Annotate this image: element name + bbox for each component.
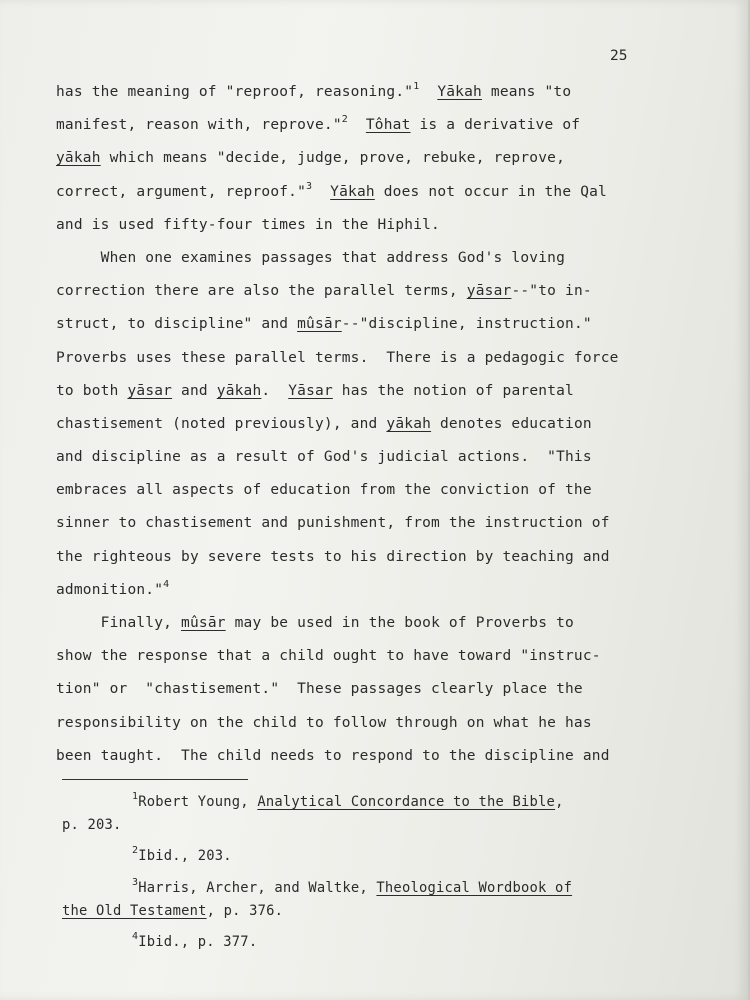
text-run: may be used in the book of Proverbs to (225, 615, 574, 631)
text-run: and (172, 382, 217, 399)
text-line (56, 375, 692, 408)
footnote-number: 4 (132, 931, 139, 942)
text-line (56, 507, 692, 540)
text-run: does not occur in the Qal (374, 183, 607, 200)
underlined-term: Yāsar (288, 382, 333, 399)
text-line (56, 242, 692, 275)
text-run: which means "decide, judge, prove, rebuke, reprove, (100, 150, 566, 167)
underlined-term: Theological Wordbook of (376, 880, 573, 896)
text-run: p. 203. (62, 817, 122, 833)
underlined-term: yāsar (466, 283, 512, 300)
footnote (62, 930, 682, 954)
text-run: and is used fifty-four times in the Hiphil. (56, 216, 440, 233)
text-run: show the response that a child ought to have toward "instruc- (56, 648, 601, 665)
text-run: struct, to discipline" and (56, 316, 298, 333)
underlined-term: Yākah (330, 183, 375, 200)
text-run: has the meaning of "reproof, reasoning." (56, 84, 414, 100)
text-line (56, 308, 692, 341)
footnote-line (62, 790, 682, 814)
text-run: has the notion of parental (332, 382, 574, 399)
text-line (56, 176, 692, 209)
text-run: correct, argument, reproof." (56, 183, 307, 200)
text-run: correction there are also the parallel terms, (56, 283, 467, 300)
footnote-line (62, 900, 682, 922)
text-line (56, 342, 692, 375)
text-line (56, 740, 692, 773)
text-run: responsibility on the child to follow through on what he has (56, 714, 592, 731)
text-run: Finally, (56, 615, 182, 631)
text-run: manifest, reason with, reprove." (56, 117, 342, 134)
page-number: 25 (610, 48, 628, 64)
text-run (419, 84, 437, 100)
text-run: --"to in- (511, 283, 592, 300)
text-line (56, 607, 692, 640)
text-line (56, 673, 692, 706)
text-line (56, 474, 692, 507)
text-line (56, 707, 692, 740)
underlined-term: yākah (216, 382, 262, 399)
text-run: embraces all aspects of education from the conviction of the (56, 482, 592, 499)
text-line (56, 441, 692, 474)
footnote-separator (62, 779, 248, 780)
underlined-term: Analytical Concordance to the Bible (257, 794, 556, 810)
text-run: Ibid., p. 377. (138, 934, 258, 950)
text-run (312, 184, 330, 200)
text-run: tion" or "chastisement." These passages clearly place the (56, 681, 583, 698)
text-line (56, 142, 692, 175)
footnote-reference: 2 (341, 114, 348, 126)
footnote-line (62, 814, 682, 836)
text-line (56, 574, 692, 607)
text-run: --"discipline, instruction." (341, 316, 592, 333)
underlined-term: yākah (386, 415, 432, 432)
text-run: . (261, 382, 289, 399)
text-run: denotes education (431, 415, 592, 432)
text-run: , (555, 794, 564, 810)
text-run: to both (56, 382, 128, 399)
text-run: is a derivative of (410, 117, 581, 134)
text-run: sinner to chastisement and punishment, from the instruction of (56, 515, 610, 532)
text-run: been taught. The child needs to respond to the discipline and (56, 747, 610, 764)
underlined-term: the Old Testament (62, 903, 207, 919)
underlined-term: yākah (56, 150, 101, 167)
text-run: Robert Young, (138, 794, 258, 810)
underlined-term: mûsār (297, 316, 342, 333)
text-run: admonition." (56, 581, 164, 598)
footnotes (62, 790, 682, 954)
footnote-number: 1 (132, 791, 139, 802)
footnote (62, 790, 682, 836)
text-run (348, 117, 366, 133)
footnote-number: 3 (132, 877, 139, 888)
text-line (56, 541, 692, 574)
footnote (62, 876, 682, 922)
text-line (56, 76, 692, 109)
footnote-line (62, 930, 682, 954)
footnote-reference: 4 (163, 578, 170, 590)
body-text (56, 76, 692, 773)
footnote-reference: 3 (306, 180, 313, 192)
text-line (56, 275, 692, 308)
text-run: and discipline as a result of God's judicial actions. "This (56, 449, 592, 466)
text-run: the righteous by severe tests to his direction by teaching and (56, 548, 610, 565)
text-line (56, 640, 692, 673)
underlined-term: yāsar (127, 382, 173, 399)
text-line (56, 408, 692, 441)
footnote (62, 844, 682, 868)
text-run: Proverbs uses these parallel terms. There is a pedagogic force (56, 349, 619, 366)
footnote-line (62, 844, 682, 868)
footnote-number: 2 (132, 845, 139, 856)
underlined-term: Tôhat (365, 117, 411, 134)
underlined-term: Yākah (437, 84, 482, 100)
text-run: chastisement (noted previously), and (56, 415, 387, 432)
text-line (56, 209, 692, 242)
text-line (56, 109, 692, 142)
text-run: means "to (481, 84, 572, 100)
text-run: Ibid., 203. (138, 848, 232, 864)
footnote-line (62, 876, 682, 900)
underlined-term: mûsār (181, 615, 226, 631)
text-run: When one examines passages that address God's loving (56, 249, 565, 266)
text-run: Harris, Archer, and Waltke, (138, 880, 377, 896)
footnote-reference: 1 (413, 81, 420, 92)
text-run: , p. 376. (206, 903, 284, 919)
